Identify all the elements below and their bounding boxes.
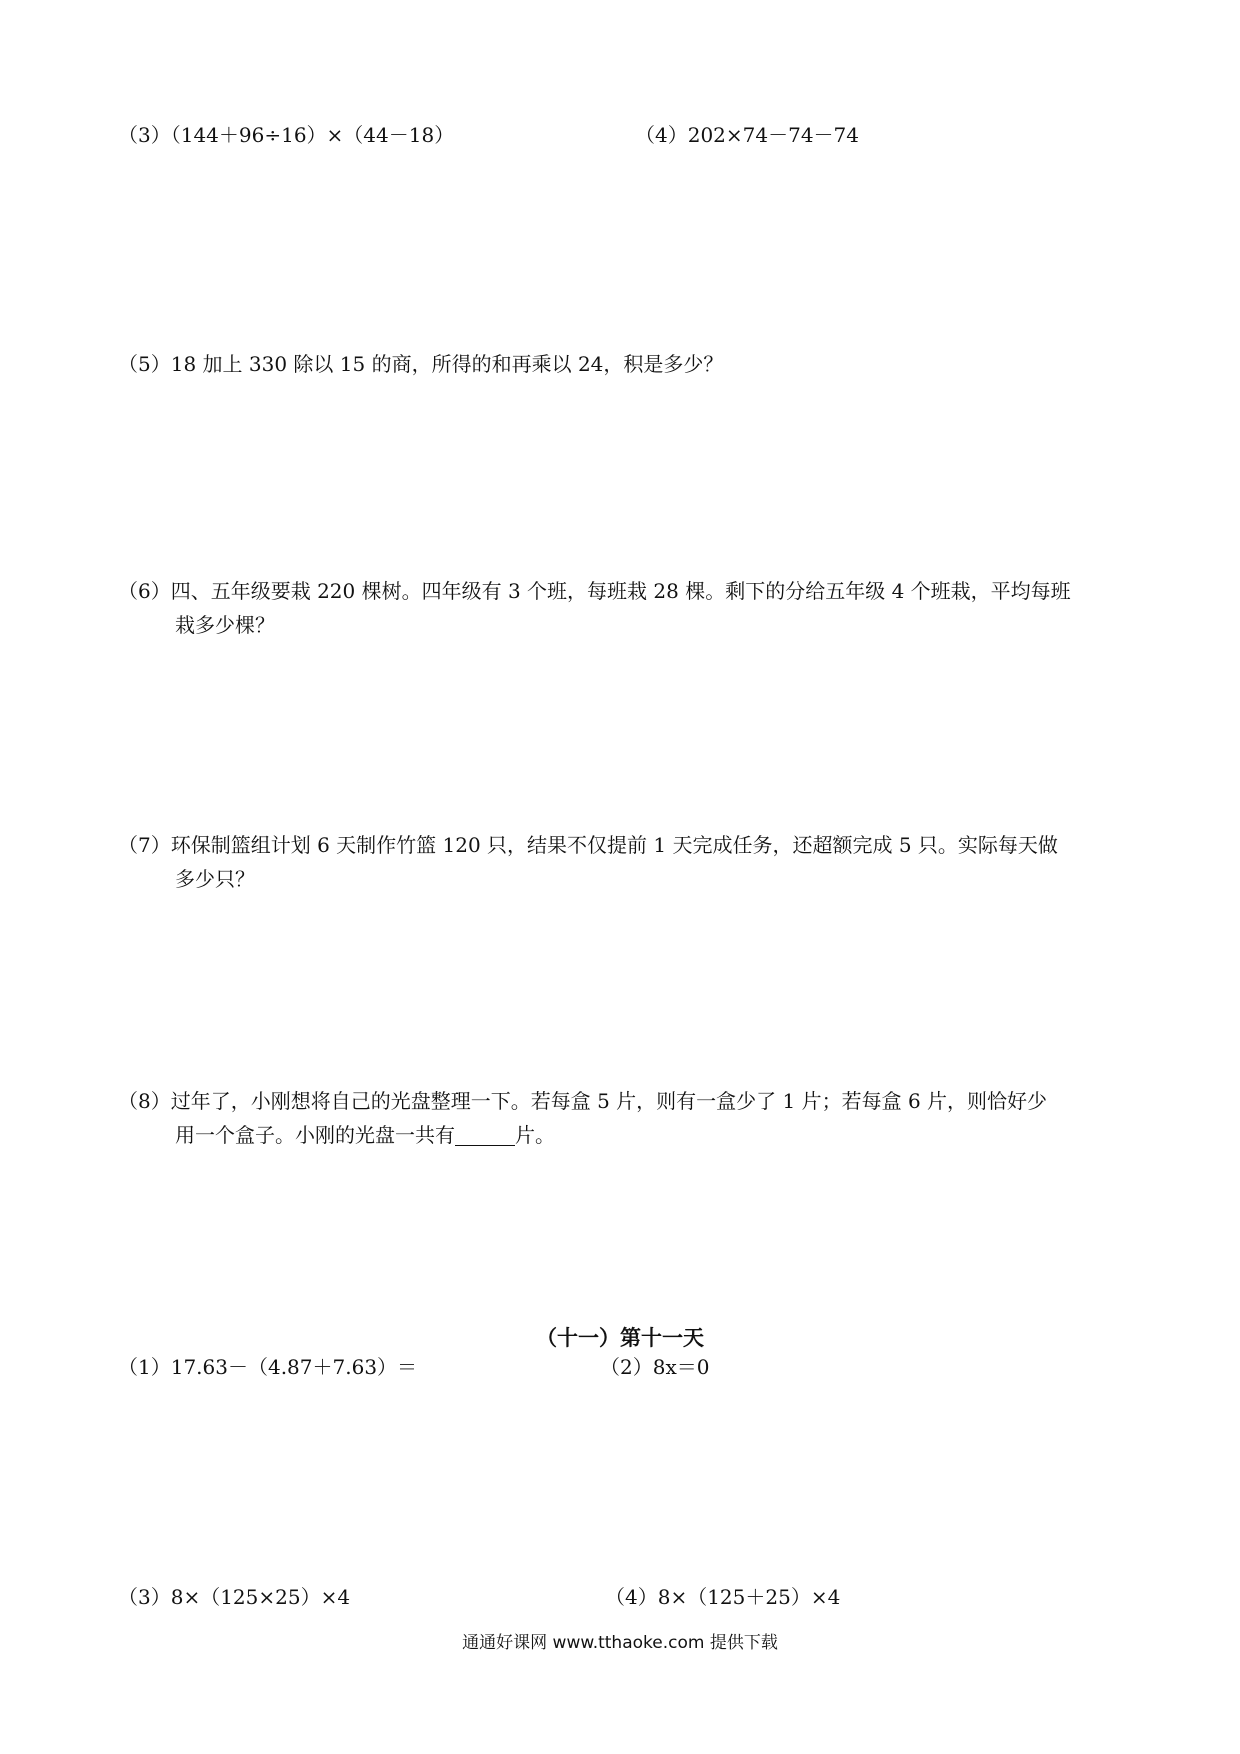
footer-credit: 通通好课网 www.tthaoke.com 提供下载 (462, 1633, 778, 1653)
question-7-line-2: 多少只？ (175, 867, 255, 891)
question-3-top: （3）（144＋96÷16）×（44－18） (118, 123, 455, 147)
section-question-2: （2）8x＝0 (600, 1355, 710, 1379)
section-title: （十一）第十一天 (536, 1325, 704, 1350)
question-4-top: （4）202×74－74－74 (635, 123, 860, 147)
section-question-1: （1）17.63－（4.87＋7.63）＝ (118, 1355, 418, 1379)
question-8-unit: 片。 (515, 1123, 555, 1147)
question-6-line-2: 栽多少棵？ (175, 613, 275, 637)
answer-blank[interactable] (455, 1125, 515, 1146)
question-6-line-1: （6）四、五年级要栽 220 棵树。四年级有 3 个班，每班栽 28 棵。剩下的分给五年级 4 个班栽，平均每班 (118, 579, 1071, 603)
question-7-line-1: （7）环保制篮组计划 6 天制作竹篮 120 只，结果不仅提前 1 天完成任务，还超额完成 5 只。实际每天做 (118, 833, 1058, 857)
section-question-4: （4）8×（125＋25）×4 (605, 1585, 841, 1609)
question-5: （5）18 加上 330 除以 15 的商，所得的和再乘以 24，积是多少？ (118, 352, 724, 376)
question-8-text: 用一个盒子。小刚的光盘一共有 (175, 1123, 455, 1147)
section-question-3: （3）8×（125×25）×4 (118, 1585, 351, 1609)
question-8-line-2 (175, 1118, 555, 1152)
question-8-line-1: （8）过年了，小刚想将自己的光盘整理一下。若每盒 5 片，则有一盒少了 1 片；若每盒 6 片，则恰好少 (118, 1089, 1048, 1113)
